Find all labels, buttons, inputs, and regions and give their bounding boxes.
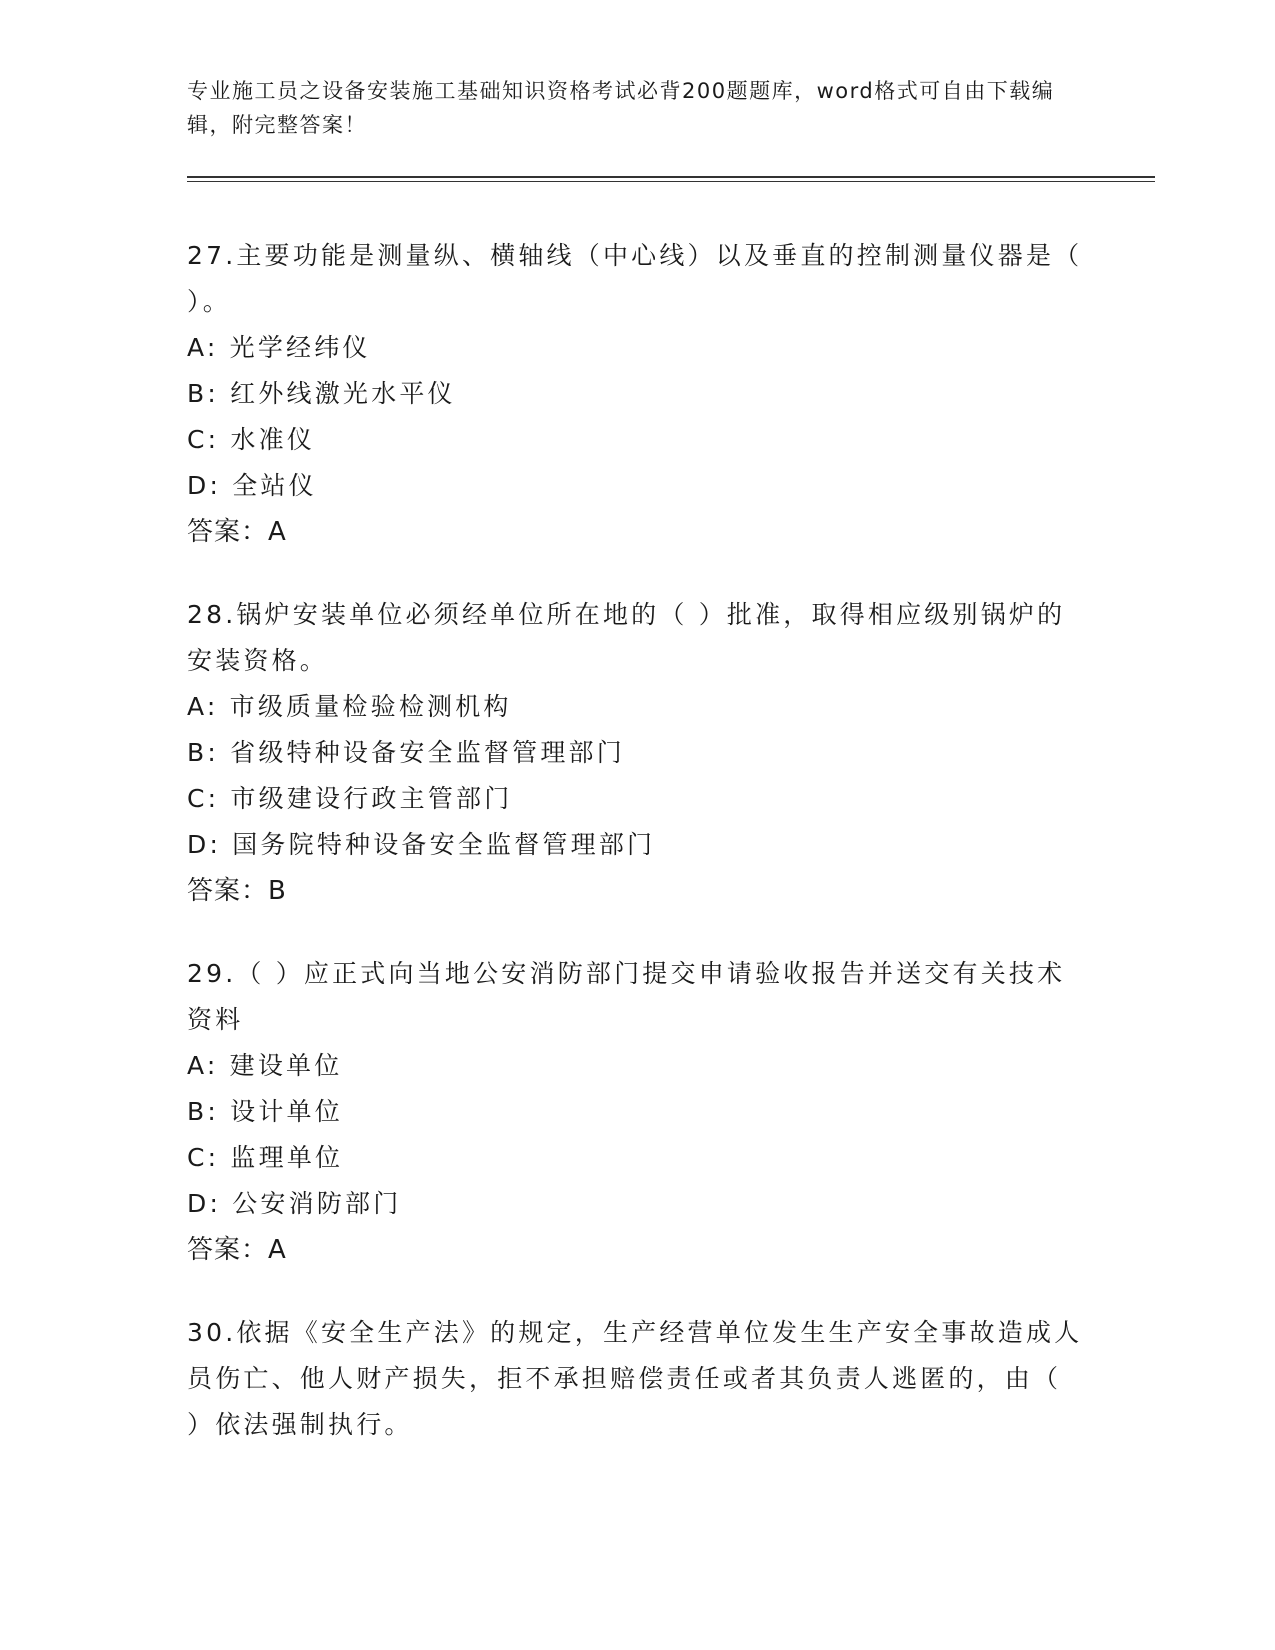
question-stem: 29.（ ）应正式向当地公安消防部门提交申请验收报告并送交有关技术资料 [187, 959, 1066, 1034]
question-stem: 27.主要功能是测量纵、横轴线（中心线）以及垂直的控制测量仪器是（ ）。 [187, 241, 1083, 316]
option-d: D: 国务院特种设备安全监督管理部门 [187, 830, 656, 859]
option-c: C: 市级建设行政主管部门 [187, 784, 513, 813]
answer-line: 答案：A [187, 517, 287, 547]
option-d: D: 全站仪 [187, 471, 317, 500]
header-divider-thin [187, 181, 1155, 182]
option-b: B: 设计单位 [187, 1097, 343, 1126]
option-c: C: 水准仪 [187, 425, 316, 454]
question-30 [187, 1310, 1087, 1448]
option-c: C: 监理单位 [187, 1143, 344, 1172]
question-list [187, 233, 1087, 1485]
answer-line: 答案：B [187, 876, 287, 906]
option-b: B: 省级特种设备安全监督管理部门 [187, 738, 625, 767]
option-a: A: 光学经纬仪 [187, 333, 371, 362]
question-27 [187, 233, 1087, 555]
option-b: B: 红外线激光水平仪 [187, 379, 456, 408]
option-d: D: 公安消防部门 [187, 1189, 402, 1218]
header-divider-thick [187, 176, 1155, 178]
question-29 [187, 951, 1087, 1273]
option-list [187, 325, 1087, 509]
question-stem: 28.锅炉安装单位必须经单位所在地的（ ）批准，取得相应级别锅炉的安装资格。 [187, 600, 1066, 675]
option-a: A: 建设单位 [187, 1051, 343, 1080]
page-header: 专业施工员之设备安装施工基础知识资格考试必背200题题库，word格式可自由下载编辑，附完整答案！ [187, 79, 1055, 137]
question-28 [187, 592, 1087, 914]
answer-line: 答案：A [187, 1235, 287, 1265]
option-a: A: 市级质量检验检测机构 [187, 692, 512, 721]
option-list [187, 1043, 1087, 1227]
option-list [187, 684, 1087, 868]
question-stem: 30.依据《安全生产法》的规定，生产经营单位发生生产安全事故造成人员伤亡、他人财产损失，拒不承担赔偿责任或者其负责人逃匿的，由（ ）依法强制执行。 [187, 1318, 1083, 1439]
